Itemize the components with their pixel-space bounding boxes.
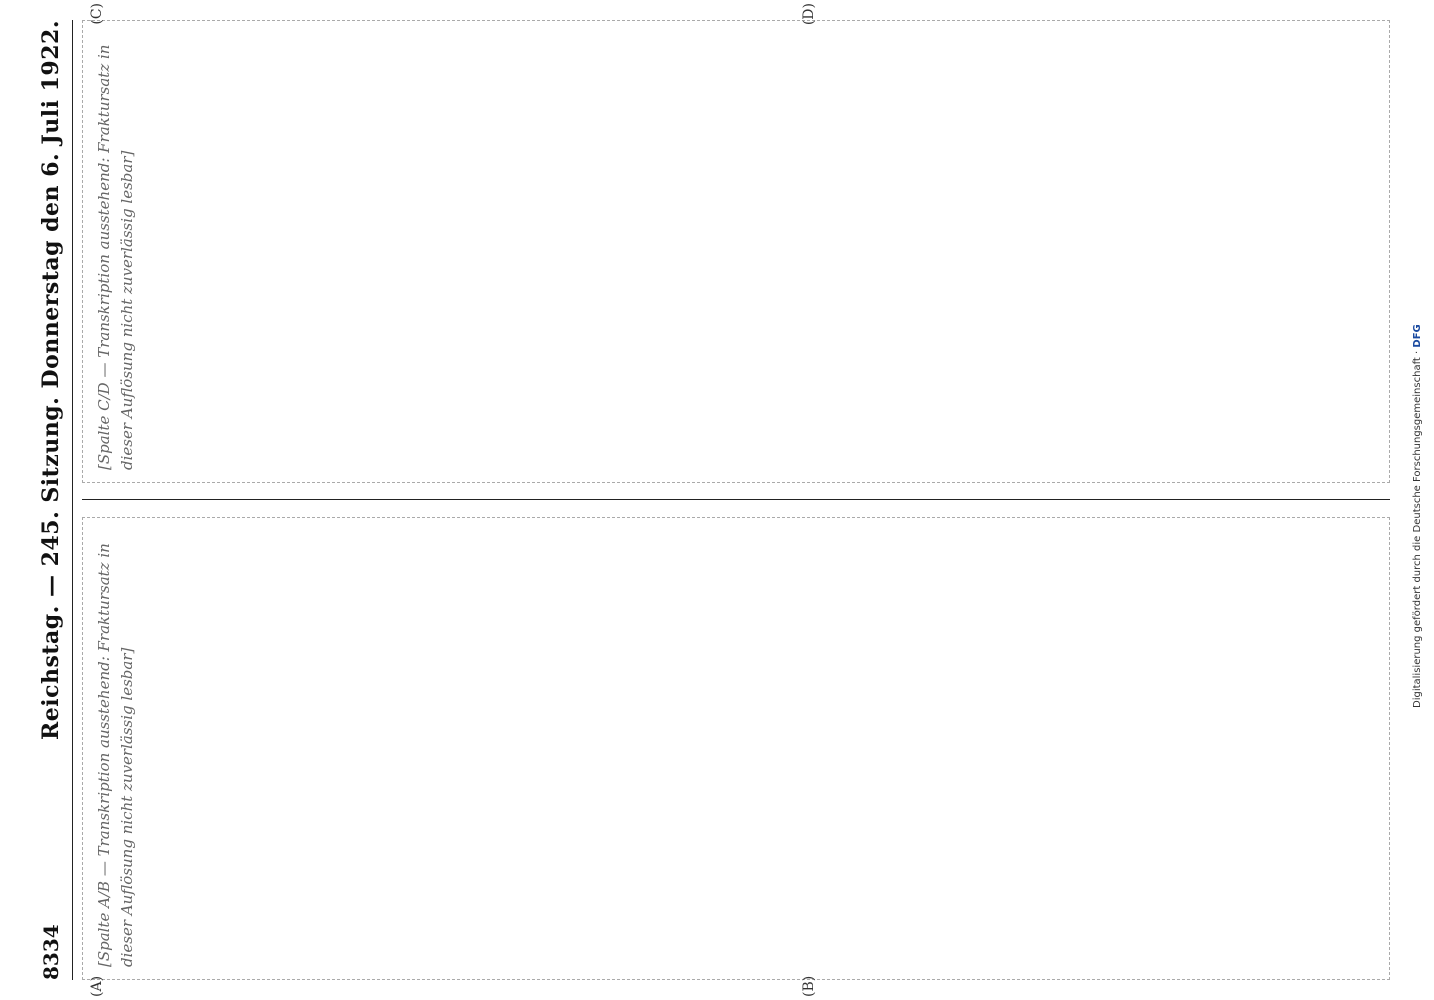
document-sheet	[20, 0, 1410, 1000]
digitization-note: Digitalisierung gefördert durch die Deutsche Forschungsgemeinschaft	[1412, 357, 1423, 708]
left-column	[82, 517, 1390, 997]
right-column-text: [Spalte C/D — Transkription ausstehend: Fraktursatz in dieser Auflösung nicht zuverlässig lesbar]	[95, 39, 136, 470]
page-header	[38, 20, 73, 980]
left-column-text: [Spalte A/B — Transkription ausstehend: Fraktursatz in dieser Auflösung nicht zuverlässig lesbar]	[95, 538, 136, 967]
margin-marker-b: (B)	[801, 975, 818, 997]
dfg-logo: DFG	[1412, 324, 1423, 348]
right-column	[82, 3, 1390, 483]
rotated-page	[20, 0, 1410, 1000]
margin-marker-a: (A)	[89, 975, 105, 997]
running-title: Reichstag. — 245. Sitzung. Donnerstag den 6. Juli 1922.	[38, 20, 64, 741]
text-columns	[82, 3, 1390, 997]
digitization-footer: Digitalisierung gefördert durch die Deutsche Forschungsgemeinschaft · DFG	[1412, 324, 1423, 708]
margin-marker-d: (D)	[801, 3, 818, 26]
page-number: 8334	[39, 924, 63, 980]
margin-marker-c: (C)	[89, 3, 105, 25]
